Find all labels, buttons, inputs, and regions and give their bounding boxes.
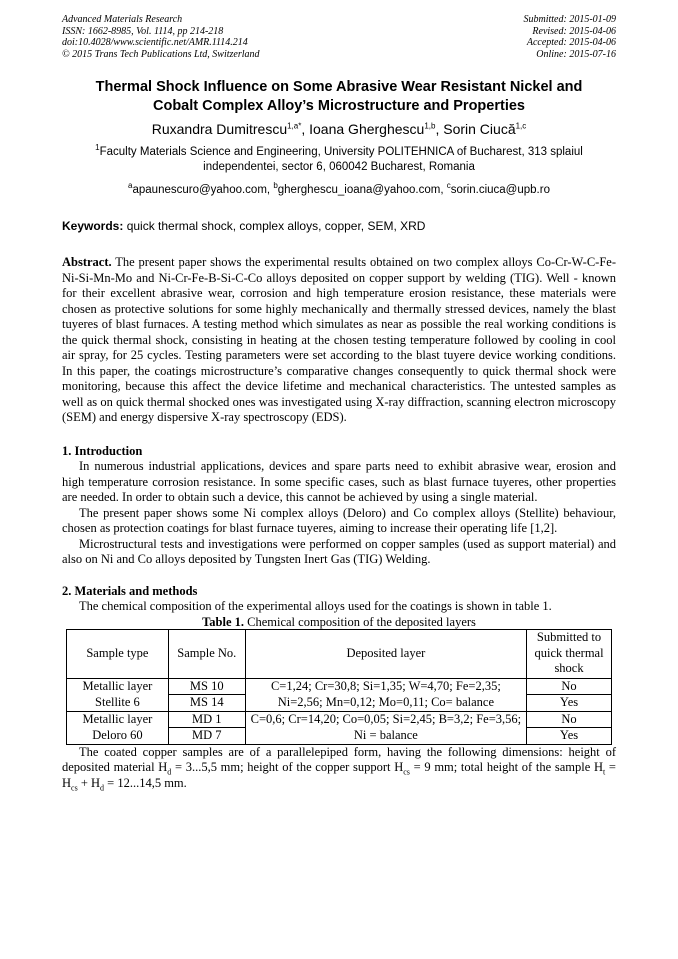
journal-header — [62, 14, 616, 60]
author-superscript: 1,c — [515, 121, 527, 131]
table-header-row — [67, 629, 612, 678]
paragraph: Microstructural tests and investigations were performed on copper samples (used as support material) and also on Ni and Co alloys deposited by Tungsten Inert Gas (TIG) Welding. — [62, 536, 616, 566]
abstract-text: The present paper shows the experimental results obtained on two complex alloys Co-Cr-W-C-Fe-Ni-Si-Mn-Mo and Ni-Cr-Fe-B-Si-C-Co alloys deposited on copper support by welding (TIG). Well - known for their excellent abrasive wear, corrosion and high temperature erosion resistance, these materials were chosen as protective solutions for some highly mechanically and thermally stressed devices, namely the blast tuyeres of blast furnaces. A testing method which simulates as near as possible the real working conditions is the quick thermal shock, consisting in heating at the chosen testing temperature followed by cooling in cool air spray, for 25 cycles. Testing parameters were set according to the blast tuyere device working conditions. In this paper, the coatings microstructure’s comparative changes consequently to quick thermal shock were monitoring, because this affect the device lifetime and mechanical characteristics. The untested samples as well as on quick thermal shocked ones was investigated using X-ray diffraction, scanning electron microscopy (SEM) and energy dispersive X-ray spectroscopy (EDS). — [62, 255, 616, 424]
cell-thermal-shock: Yes — [527, 695, 612, 712]
table-row — [67, 711, 612, 728]
subscript: d — [100, 783, 105, 792]
paragraph: The chemical composition of the experimental alloys used for the coatings is shown in table 1. — [79, 599, 552, 613]
cell-sample-no: MD 7 — [168, 728, 245, 745]
section-heading-introduction: 1. Introduction — [62, 443, 143, 458]
dimension-text: = 12...14,5 mm. — [104, 775, 187, 790]
paper-title — [62, 78, 616, 116]
journal-issn: ISSN: 1662-8985, Vol. 1114, pp 214-218 — [62, 25, 224, 37]
subscript: t — [603, 767, 606, 777]
cell-sample-type: Metallic layer Stellite 6 — [67, 678, 169, 711]
subscript: d — [167, 767, 172, 777]
keywords-label: Keywords: — [62, 219, 124, 233]
email-superscript: a — [128, 181, 133, 191]
author-name: Ioana Gherghescu — [309, 121, 425, 137]
affiliation-text: Faculty Materials Science and Engineering, University POLITEHNICA of Bucharest, 313 splaiul — [99, 146, 583, 158]
email-superscript: c — [446, 181, 451, 191]
paragraph-dimensions — [62, 745, 616, 792]
date-accepted: Accepted: 2015-04-06 — [526, 37, 616, 48]
cell-sample-no: MD 1 — [168, 711, 245, 728]
email: gherghescu_ioana@yahoo.com, — [277, 184, 447, 196]
author-list — [62, 120, 616, 138]
journal-copyright: © 2015 Trans Tech Publications Ltd, Switzerland — [62, 48, 260, 60]
cell-sample-no: MS 14 — [168, 695, 245, 712]
abstract-label: Abstract. — [62, 255, 112, 269]
table-caption-text: Chemical composition of the deposited layers — [244, 614, 476, 629]
dimension-text: = 9 mm; total height of the sample H — [409, 760, 603, 774]
table-caption — [62, 615, 616, 629]
paper-page — [62, 14, 616, 791]
title-line: Cobalt Complex Alloy’s Microstructure and Properties — [153, 98, 525, 114]
paragraph: In numerous industrial applications, devices and spare parts need to exhibit abrasive wear, erosion and high temperature corrosion resistance. In some specific cases, such as blast furnace tuyeres, other properties are needed. In order to obtain such a device, this cannot be achieved by using a single material. — [62, 459, 616, 504]
journal-info — [62, 14, 260, 60]
cell-thermal-shock: No — [527, 711, 612, 728]
cell-sample-type: Metallic layer Deloro 60 — [67, 711, 169, 744]
subscript: cs — [71, 783, 78, 792]
affiliation-line — [62, 145, 616, 160]
author-emails — [62, 183, 616, 198]
date-revised: Revised: 2015-04-06 — [532, 25, 616, 37]
journal-doi: doi:10.4028/www.scientific.net/AMR.1114.214 — [62, 37, 248, 48]
author-separator: , — [301, 121, 310, 137]
author-superscript: 1,b — [424, 121, 436, 131]
author-superscript: 1,a* — [287, 121, 302, 131]
composition-table — [66, 629, 612, 745]
column-header-thermal-shock: Submitted to quick thermal shock — [527, 629, 612, 678]
dimension-text: + H — [77, 775, 101, 790]
cell-thermal-shock: Yes — [527, 728, 612, 745]
email-superscript: b — [273, 181, 278, 191]
cell-deposited-layer: C=1,24; Cr=30,8; Si=1,35; W=4,70; Fe=2,35; Ni=2,56; Mn=0,12; Mo=0,11; Co= balance — [245, 678, 526, 711]
paragraph: The present paper shows some Ni complex alloys (Deloro) and Co complex alloys (Stellite) behaviour, chosen as protection coatings for blast furnace tuyeres, aiming to increase their operating life [1,2]. — [62, 505, 616, 535]
author-separator: , — [435, 121, 444, 137]
dimension-text: The coated copper samples are of a parallelepiped form, having the following dimensions: height of deposited material H — [62, 744, 616, 774]
cell-sample-no: MS 10 — [168, 678, 245, 695]
dimension-text: = H — [62, 760, 616, 790]
keywords — [62, 219, 616, 234]
table-caption-label: Table 1. — [202, 614, 244, 629]
author-name: Ruxandra Dumitrescu — [151, 121, 288, 137]
cell-deposited-layer: C=0,6; Cr=14,20; Co=0,05; Si=2,45; B=3,2; Fe=3,56; Ni = balance — [245, 711, 526, 744]
subscript: cs — [403, 767, 410, 777]
cell-thermal-shock: No — [527, 678, 612, 695]
title-line: Thermal Shock Influence on Some Abrasive Wear Resistant Nickel and — [95, 79, 583, 95]
email: apaunescuro@yahoo.com, — [132, 184, 274, 196]
section-heading-materials: 2. Materials and methods — [62, 583, 198, 598]
dimension-text: = 3...5,5 mm; height of the copper support H — [171, 760, 404, 774]
date-online: Online: 2015-07-16 — [536, 48, 616, 60]
publication-dates — [524, 14, 617, 60]
journal-name: Advanced Materials Research — [62, 14, 183, 25]
affiliation-line: independentei, sector 6, 060042 Bucharest, Romania — [203, 161, 475, 173]
table-row — [67, 678, 612, 695]
keywords-text: quick thermal shock, complex alloys, copper, SEM, XRD — [123, 219, 426, 233]
column-header-sample-type: Sample type — [67, 629, 169, 678]
affiliation-superscript: 1 — [95, 143, 100, 153]
author-name: Sorin Ciucă — [443, 121, 516, 137]
email: sorin.ciuca@upb.ro — [450, 184, 550, 196]
column-header-sample-no: Sample No. — [168, 629, 245, 678]
date-submitted: Submitted: 2015-01-09 — [523, 14, 616, 25]
column-header-deposited-layer: Deposited layer — [245, 629, 526, 678]
affiliation — [62, 145, 616, 175]
abstract — [62, 255, 616, 426]
